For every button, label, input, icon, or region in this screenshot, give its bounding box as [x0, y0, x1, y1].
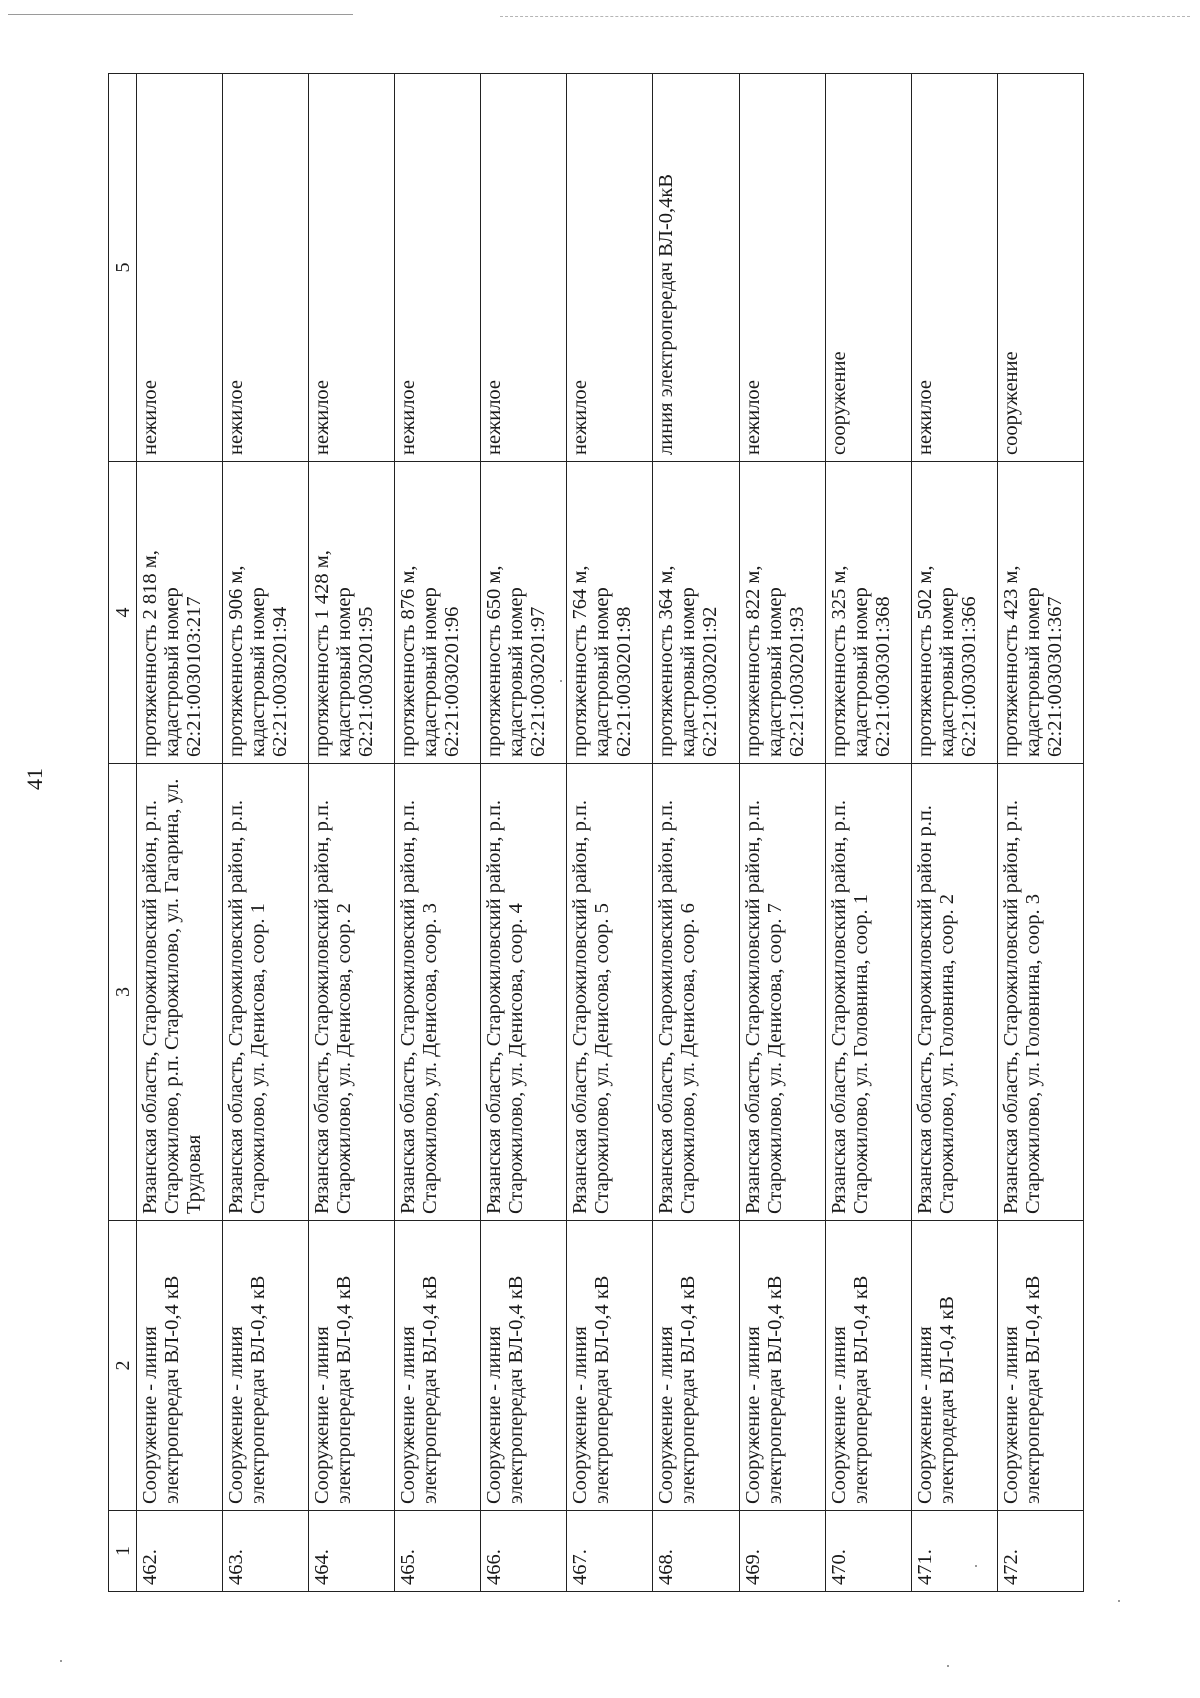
object-name: Сооружение - линия электропередач ВЛ-0,4 кВ: [309, 1221, 395, 1511]
object-purpose: линия электропередач ВЛ-0,4кВ: [653, 74, 739, 462]
header-row: [109, 74, 137, 1592]
object-purpose: нежилое: [911, 74, 997, 462]
table-row: [309, 74, 395, 1592]
object-purpose: нежилое: [739, 74, 825, 462]
object-address: Рязанская область, Старожиловский район, р.п. Старожилово, р.п. Старожилово, ул. Гагарина, ул. Трудовая: [137, 764, 223, 1221]
table-row: [481, 74, 567, 1592]
object-details: протяженность 764 м, кадастровый номер 62:21:0030201:98: [567, 462, 653, 764]
object-details: протяженность 906 м, кадастровый номер 62:21:0030201:94: [223, 462, 309, 764]
object-name: Сооружение - линия электропередач ВЛ-0,4 кВ: [825, 1221, 911, 1511]
object-details: протяженность 364 м, кадастровый номер 62:21:0030201:92: [653, 462, 739, 764]
object-purpose: нежилое: [137, 74, 223, 462]
row-number: 464.: [309, 1511, 395, 1592]
object-address: Рязанская область, Старожиловский район, р.п. Старожилово, ул. Головнина, соор. 1: [825, 764, 911, 1221]
row-number: 466.: [481, 1511, 567, 1592]
row-number: 470.: [825, 1511, 911, 1592]
object-purpose: нежилое: [309, 74, 395, 462]
table-row: [567, 74, 653, 1592]
object-details: протяженность 325 м, кадастровый номер 62:21:0030301:368: [825, 462, 911, 764]
table-row: [653, 74, 739, 1592]
object-address: Рязанская область, Старожиловский район, р.п. Старожилово, ул. Денисова, соор. 2: [309, 764, 395, 1221]
scan-speck: [975, 1565, 977, 1567]
object-address: Рязанская область, Старожиловский район, р.п. Старожилово, ул. Денисова, соор. 6: [653, 764, 739, 1221]
scan-artifact-line: [500, 16, 1190, 17]
scan-speck: [1118, 1600, 1120, 1602]
object-name: Сооружение - линия электропередач ВЛ-0,4 кВ: [739, 1221, 825, 1511]
object-details: протяженность 876 м, кадастровый номер 62:21:0030201:96: [395, 462, 481, 764]
table-body: [109, 74, 1084, 1592]
row-number: 469.: [739, 1511, 825, 1592]
object-details: протяженность 650 м, кадастровый номер 62:21:0030201:97: [481, 462, 567, 764]
table-row: [739, 74, 825, 1592]
column-header: 4: [109, 462, 137, 764]
row-number: 471.: [911, 1511, 997, 1592]
table-row: [223, 74, 309, 1592]
object-purpose: нежилое: [481, 74, 567, 462]
page-number: 41: [22, 768, 47, 790]
table-row: [997, 74, 1083, 1592]
row-number: 463.: [223, 1511, 309, 1592]
object-name: Сооружение - линия электропередач ВЛ-0,4 кВ: [223, 1221, 309, 1511]
rotated-table-wrapper: [108, 74, 1084, 1592]
object-name: Сооружение - линия электродедач ВЛ-0,4 кВ: [911, 1221, 997, 1511]
row-number: 465.: [395, 1511, 481, 1592]
table-row: [137, 74, 223, 1592]
object-address: Рязанская область, Старожиловский район, р.п. Старожилово, ул. Денисова, соор. 7: [739, 764, 825, 1221]
column-header: 5: [109, 74, 137, 462]
object-details: протяженность 822 м, кадастровый номер 62:21:0030201:93: [739, 462, 825, 764]
scan-speck: [947, 1665, 949, 1667]
row-number: 462.: [137, 1511, 223, 1592]
table-row: [825, 74, 911, 1592]
object-name: Сооружение - линия электропередач ВЛ-0,4 кВ: [481, 1221, 567, 1511]
table-row: [911, 74, 997, 1592]
row-number: 468.: [653, 1511, 739, 1592]
column-header: 2: [109, 1221, 137, 1511]
object-name: Сооружение - линия электропередач ВЛ-0,4 кВ: [137, 1221, 223, 1511]
object-details: протяженность 502 м, кадастровый номер 62:21:0030301:366: [911, 462, 997, 764]
row-number: 467.: [567, 1511, 653, 1592]
object-address: Рязанская область, Старожиловский район, р.п. Старожилово, ул. Денисова, соор. 4: [481, 764, 567, 1221]
scan-artifact-line: [8, 14, 353, 15]
object-address: Рязанская область, Старожиловский район, р.п. Старожилово, ул. Головнина, соор. 3: [997, 764, 1083, 1221]
object-purpose: сооружение: [997, 74, 1083, 462]
object-purpose: нежилое: [223, 74, 309, 462]
object-name: Сооружение - линия электропередач ВЛ-0,4 кВ: [653, 1221, 739, 1511]
scan-speck: [60, 1660, 62, 1662]
object-address: Рязанская область, Старожиловский район, р.п. Старожилово, ул. Денисова, соор. 5: [567, 764, 653, 1221]
object-address: Рязанская область, Старожиловский район, р.п. Старожилово, ул. Денисова, соор. 3: [395, 764, 481, 1221]
object-details: протяженность 1 428 м, кадастровый номер 62:21:0030201:95: [309, 462, 395, 764]
object-name: Сооружение - линия электропередач ВЛ-0,4 кВ: [997, 1221, 1083, 1511]
object-purpose: нежилое: [567, 74, 653, 462]
column-header: 1: [109, 1511, 137, 1592]
object-purpose: сооружение: [825, 74, 911, 462]
object-name: Сооружение - линия электропередач ВЛ-0,4 кВ: [395, 1221, 481, 1511]
row-number: 472.: [997, 1511, 1083, 1592]
object-purpose: нежилое: [395, 74, 481, 462]
table-row: [395, 74, 481, 1592]
property-register-table: [108, 73, 1084, 1592]
scan-speck: [560, 680, 562, 682]
object-name: Сооружение - линия электропередач ВЛ-0,4 кВ: [567, 1221, 653, 1511]
column-header: 3: [109, 764, 137, 1221]
object-details: протяженность 423 м, кадастровый номер 62:21:0030301:367: [997, 462, 1083, 764]
object-address: Рязанская область, Старожиловский район р.п. Старожилово, ул. Головнина, соор. 2: [911, 764, 997, 1221]
object-details: протяженность 2 818 м, кадастровый номер 62:21:0030103:217: [137, 462, 223, 764]
object-address: Рязанская область, Старожиловский район, р.п. Старожилово, ул. Денисова, соор. 1: [223, 764, 309, 1221]
